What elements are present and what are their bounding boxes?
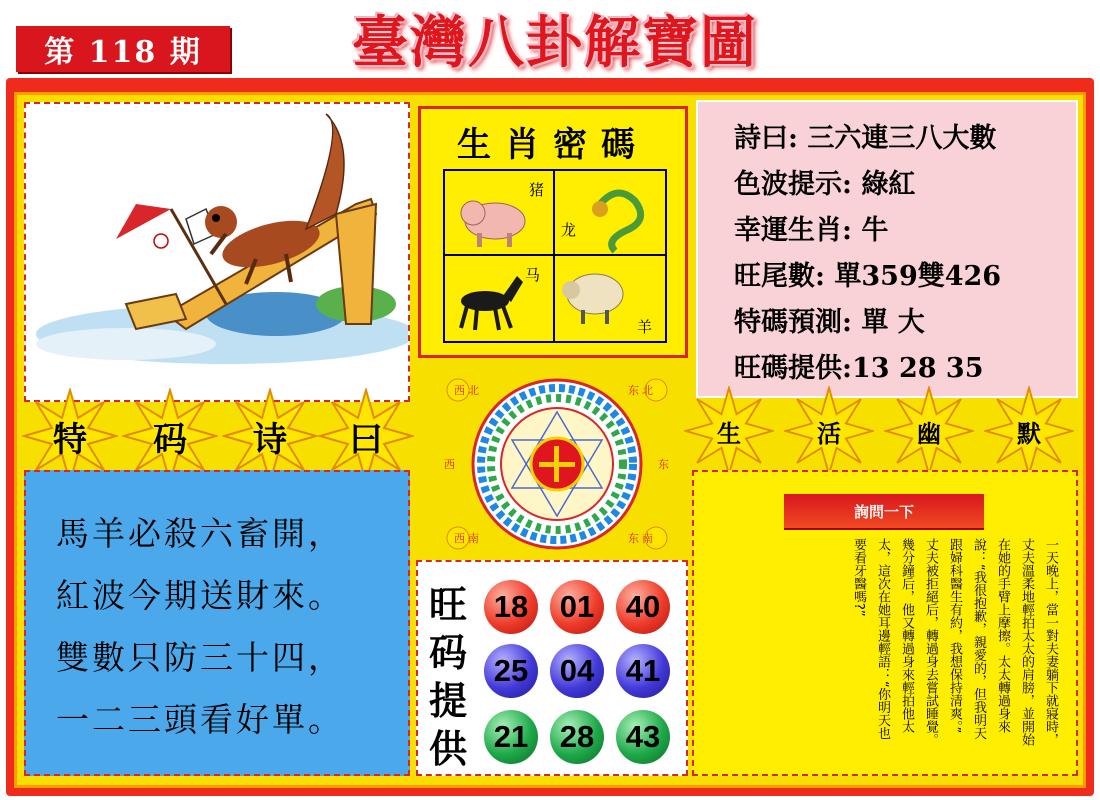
star-right-3: 幽 [884, 386, 974, 476]
special-prediction: 特碼預測: 單 大 [734, 307, 925, 338]
joke-line-4: 說：“我很抱歉，親愛的，但我明天 [971, 538, 986, 740]
zodiac-label-horse: 马 [525, 266, 541, 284]
number-ball: 18 [484, 580, 538, 634]
bagua-wheel [442, 378, 672, 550]
compass-label-ne: 东 [628, 384, 639, 397]
joke-line-8: 太，這次在她耳邊輕語：“你明天也 [875, 538, 890, 740]
compass-label-n2: 北 [642, 384, 653, 397]
poem-hint: 詩曰: 三六連三八大數 [734, 123, 997, 154]
compass-label-s1: 南 [468, 532, 479, 545]
joke-line-3: 在她的手臂上摩擦。太太轉過身來 [995, 538, 1010, 733]
joke-line-5: 跟婦科醫生有約，我想保持清爽。” [947, 538, 962, 734]
zodiac-cell-goat [555, 256, 665, 341]
joke-line-2: 丈夫溫柔地輕拍太太的肩膀，並開始 [1019, 538, 1034, 746]
number-label-4: 供 [428, 726, 467, 771]
color-hint: 色波提示: 綠紅 [734, 169, 916, 200]
zodiac-cell-dragon [555, 171, 665, 256]
compass-label-w: 西 [444, 458, 455, 471]
star-left-2: 码 [122, 388, 218, 484]
number-ball: 28 [550, 710, 604, 764]
star-right-2: 活 [784, 386, 874, 476]
star-right-4: 默 [984, 386, 1074, 476]
star-right-1: 生 [684, 386, 774, 476]
page-title: 臺灣八卦解寶圖 [352, 10, 758, 76]
compass-label-s2: 南 [642, 532, 653, 545]
number-label-3: 提 [428, 678, 467, 723]
zodiac-title: 生肖密碼 [457, 125, 649, 165]
number-ball: 01 [550, 580, 604, 634]
joke-line-9: 要看牙醫嗎?” [851, 538, 866, 617]
number-label-2: 码 [428, 630, 467, 675]
number-ball: 21 [484, 710, 538, 764]
joke-line-1: 一天晚上，當一對夫妻躺下就寢時， [1043, 538, 1058, 746]
number-label-1: 旺 [428, 582, 467, 627]
number-ball: 25 [484, 644, 538, 698]
poem-line-2: 紅波今期送財來。 [56, 576, 344, 615]
squirrel-illustration [24, 102, 410, 402]
humor-story-panel [692, 470, 1078, 776]
zodiac-label-dragon: 龙 [561, 221, 577, 239]
issue-number-badge: 第 118 期 [16, 26, 230, 72]
joke-line-6: 丈夫被拒絕后，轉過身去嘗試睡覺。 [923, 538, 938, 746]
compass-label-se: 东 [628, 532, 639, 545]
compass-label-sw: 西 [454, 532, 465, 545]
star-left-4: 曰 [318, 388, 414, 484]
joke-line-7: 幾分鐘后，他又轉過身來輕拍他太 [899, 538, 914, 733]
compass-label-e: 东 [658, 458, 669, 471]
poem-line-4: 一二三頭看好單。 [56, 700, 344, 739]
star-left-1: 特 [22, 388, 118, 484]
compass-label-n1: 北 [468, 384, 479, 397]
hot-number-panel [416, 560, 688, 776]
zodiac-label-goat: 羊 [637, 318, 653, 336]
number-ball: 43 [616, 710, 670, 764]
number-ball: 04 [550, 644, 604, 698]
zodiac-label-pig: 猪 [529, 181, 545, 199]
zodiac-cell-pig [445, 171, 555, 256]
compass-label-nw: 西 [454, 384, 465, 397]
number-ball: 41 [616, 644, 670, 698]
zodiac-code-box [418, 106, 688, 358]
poem-line-3: 雙數只防三十四， [56, 638, 344, 677]
special-code-poem [24, 470, 410, 776]
zodiac-grid [443, 169, 667, 343]
poem-line-1: 馬羊必殺六畜開， [56, 514, 344, 553]
tail-numbers: 旺尾數: 單359雙426 [734, 261, 1002, 292]
star-left-3: 诗 [222, 388, 318, 484]
number-ball: 40 [616, 580, 670, 634]
hint-info-panel [696, 100, 1078, 398]
lucky-zodiac: 幸運生肖: 牛 [734, 215, 889, 246]
zodiac-cell-horse [445, 256, 555, 341]
joke-heading: 詢問一下 [784, 494, 984, 528]
hot-numbers: 旺碼提供:13 28 35 [734, 353, 984, 384]
